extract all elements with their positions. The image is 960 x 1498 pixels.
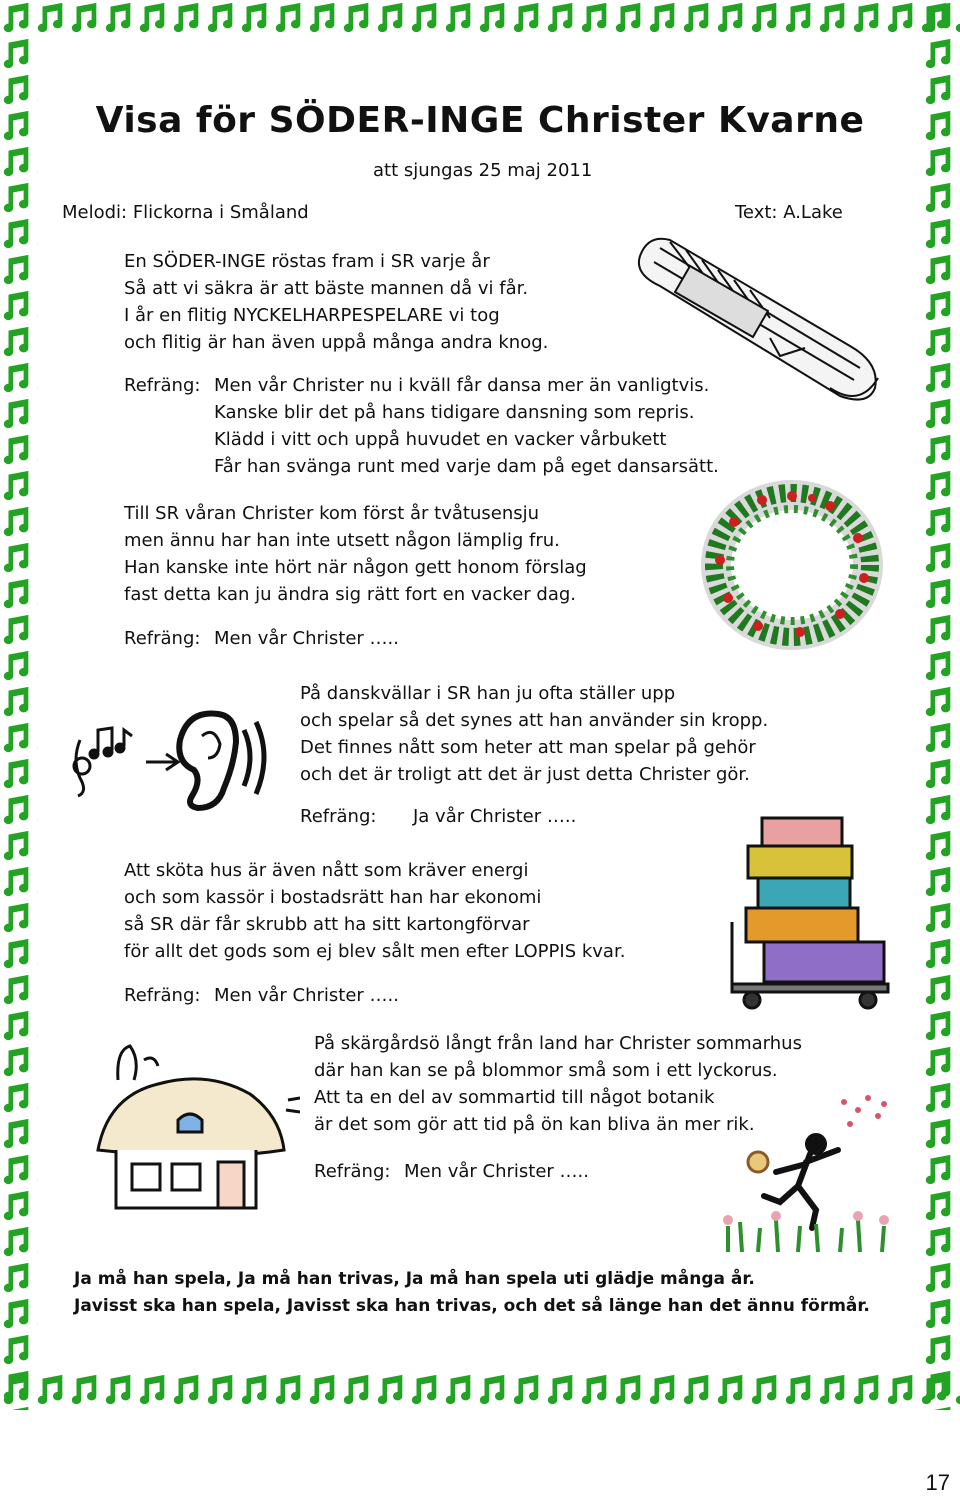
final-line: Ja må han spela, Ja må han trivas, Ja må han spela uti glädje många år. <box>74 1269 755 1289</box>
verse-line: Att ta en del av sommartid till något botanik <box>314 1087 715 1108</box>
author-credit: Text: A.Lake <box>735 202 843 223</box>
verse-line: och som kassör i bostadsrätt han har ekonomi <box>124 887 542 908</box>
chorus-4 <box>124 982 399 1009</box>
verse-4 <box>124 857 625 965</box>
chorus-line: Men vår Christer nu i kväll får dansa mer än vanligtvis. <box>214 375 710 396</box>
verse-line: så SR där får skrubb att ha sitt kartongförvar <box>124 914 530 935</box>
chorus-line: Men vår Christer ….. <box>404 1161 589 1182</box>
verse-line: En SÖDER-INGE röstas fram i SR varje år <box>124 251 490 272</box>
verse-line: Han kanske inte hört när någon gett honom förslag <box>124 557 587 578</box>
verse-2 <box>124 500 587 608</box>
chorus-3 <box>300 803 576 830</box>
chorus-label: Refräng: <box>124 375 201 396</box>
chorus-5 <box>314 1158 589 1185</box>
song-title: Visa för SÖDER-INGE Christer Kvarne <box>95 100 865 141</box>
verse-1 <box>124 248 548 356</box>
song-subtitle: att sjungas 25 maj 2011 <box>373 160 593 181</box>
chorus-line: Kanske blir det på hans tidigare dansning som repris. <box>214 402 695 423</box>
chorus-line: Men vår Christer ….. <box>214 985 399 1006</box>
verse-line: för allt det gods som ej blev sålt men efter LOPPIS kvar. <box>124 941 626 962</box>
chorus-1 <box>124 372 719 480</box>
final-line: Javisst ska han spela, Javisst ska han trivas, och det så länge han det ännu förmår. <box>74 1296 870 1316</box>
cottage-icon <box>88 1040 300 1215</box>
wreath-icon <box>700 480 884 650</box>
border-top <box>0 0 960 38</box>
verse-line: Så att vi säkra är att bäste mannen då vi får. <box>124 278 529 299</box>
final-lines <box>74 1266 870 1320</box>
chorus-line: Får han svänga runt med varje dam på eget dansarsätt. <box>214 456 719 477</box>
verse-line: och flitig är han även uppå många andra knog. <box>124 332 549 353</box>
verse-line: I år en flitig NYCKELHARPESPELARE vi tog <box>124 305 500 326</box>
verse-line: fast detta kan ju ändra sig rätt fort en vacker dag. <box>124 584 576 605</box>
page-number: 17 <box>925 1470 950 1495</box>
chorus-label: Refräng: <box>124 985 201 1006</box>
melody-credit: Melodi: Flickorna i Småland <box>62 202 309 223</box>
verse-3 <box>300 680 768 788</box>
chorus-line: Klädd i vitt och uppå huvudet en vacker vårbukett <box>214 429 667 450</box>
border-right <box>922 0 960 1410</box>
border-left <box>0 0 38 1410</box>
ear-music-icon <box>68 700 278 815</box>
chorus-line: Men vår Christer ….. <box>214 628 399 649</box>
verse-line: På skärgårdsö långt från land har Christer sommarhus <box>314 1033 802 1054</box>
verse-line: Det finnes nått som heter att man spelar på gehör <box>300 737 756 758</box>
chorus-label: Refräng: <box>300 806 377 827</box>
chorus-label: Refräng: <box>314 1161 391 1182</box>
verse-line: är det som gör att tid på ön kan bliva än mer rik. <box>314 1114 755 1135</box>
verse-line: där han kan se på blommor små som i ett lyckorus. <box>314 1060 778 1081</box>
runner-flowers-icon <box>718 1090 898 1255</box>
verse-line: och det är troligt att det är just detta Christer gör. <box>300 764 750 785</box>
boxes-trolley-icon <box>722 812 892 1012</box>
border-bottom <box>0 1372 960 1410</box>
verse-line: Till SR våran Christer kom först år tvåtusensju <box>124 503 540 524</box>
verse-line: Att sköta hus är även nått som kräver energi <box>124 860 529 881</box>
chorus-line: Ja vår Christer ….. <box>413 806 577 827</box>
verse-line: På danskvällar i SR han ju ofta ställer upp <box>300 683 676 704</box>
chorus-2 <box>124 625 399 652</box>
chorus-label: Refräng: <box>124 628 201 649</box>
verse-line: men ännu har han inte utsett någon lämplig fru. <box>124 530 560 551</box>
verse-line: och spelar så det synes att han använder sin kropp. <box>300 710 769 731</box>
